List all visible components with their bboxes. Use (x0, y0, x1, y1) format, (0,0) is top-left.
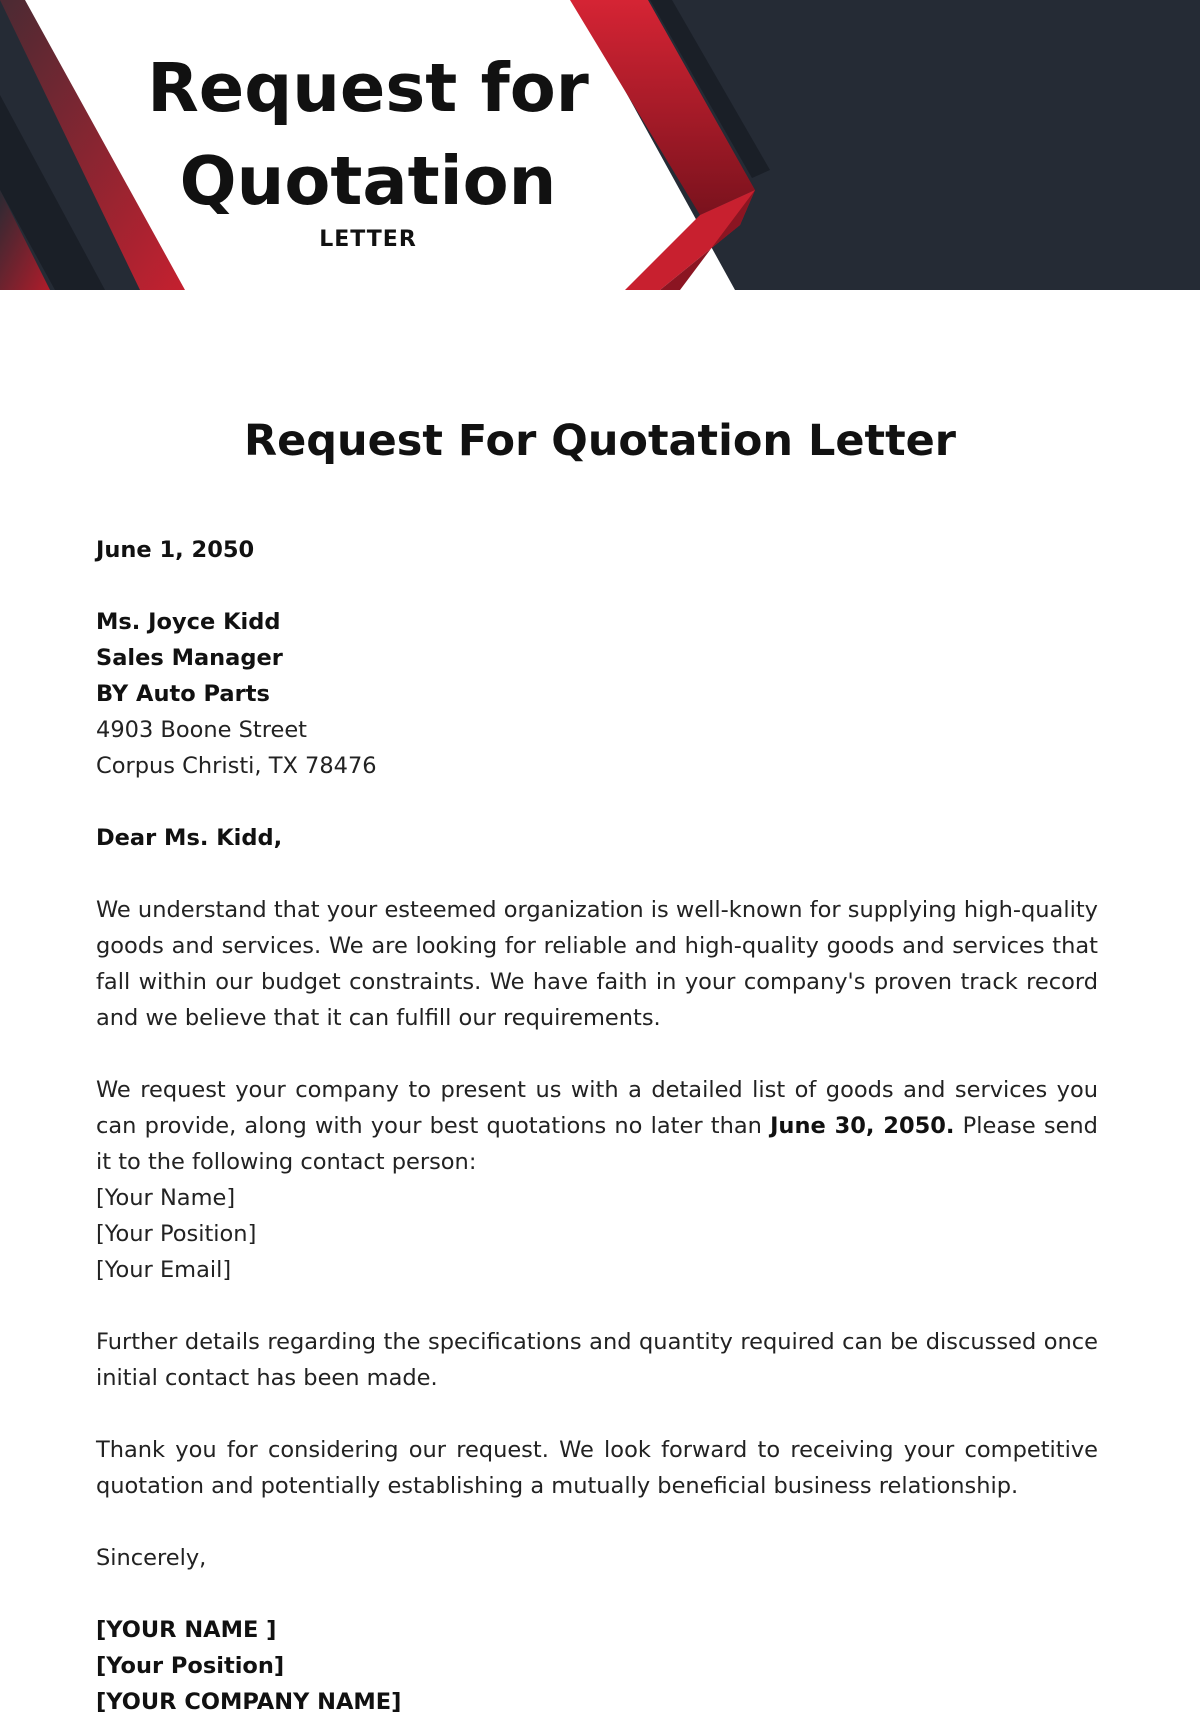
recipient-block (96, 604, 1098, 784)
banner-title-line1: Request for (147, 49, 589, 127)
paragraph-request-text: We request your company to present us with a detailed list of goods and services you can provide, along with your best quotations no later than (96, 1077, 1098, 1139)
recipient-street: 4903 Boone Street (96, 717, 308, 743)
paragraph-details: Further details regarding the specifications and quantity required can be discussed once initial contact has been made. (96, 1329, 1098, 1391)
salutation: Dear Ms. Kidd, (96, 825, 283, 851)
recipient-company: BY Auto Parts (96, 681, 270, 707)
closing: Sincerely, (96, 1545, 207, 1571)
banner-title (118, 42, 618, 228)
paragraph-thanks: Thank you for considering our request. We look forward to receiving your competitive quotation and potentially establishing a mutually beneficial business relationship. (96, 1437, 1098, 1499)
signature-block (96, 1612, 1098, 1720)
letter-date: June 1, 2050 (96, 537, 255, 563)
signature-name: [YOUR NAME ] (96, 1617, 277, 1643)
banner-subtitle: LETTER (319, 227, 417, 252)
contact-email: [Your Email] (96, 1257, 232, 1283)
banner-title-line2: Quotation (179, 142, 557, 220)
header-banner (0, 0, 1200, 290)
paragraph-request (96, 1072, 1098, 1180)
paragraph-request-tail: Please send it to the following contact person: (96, 1113, 1098, 1175)
recipient-name: Ms. Joyce Kidd (96, 609, 281, 635)
contact-position: [Your Position] (96, 1221, 257, 1247)
document-title: Request For Quotation Letter (243, 416, 957, 466)
signature-company: [YOUR COMPANY NAME] (96, 1689, 402, 1715)
recipient-city: Corpus Christi, TX 78476 (96, 753, 377, 779)
paragraph-intro: We understand that your esteemed organization is well-known for supplying high-quality goods and services. We are looking for reliable and high-quality goods and services that fall within our budget constraints. We have faith in your company's proven track record and we believe that it can fulfill our requirements. (96, 897, 1098, 1031)
contact-name: [Your Name] (96, 1185, 236, 1211)
letter-body (96, 532, 1098, 1720)
deadline-date: June 30, 2050. (770, 1113, 955, 1139)
recipient-title: Sales Manager (96, 645, 283, 671)
contact-block (96, 1180, 1098, 1288)
signature-position: [Your Position] (96, 1653, 285, 1679)
